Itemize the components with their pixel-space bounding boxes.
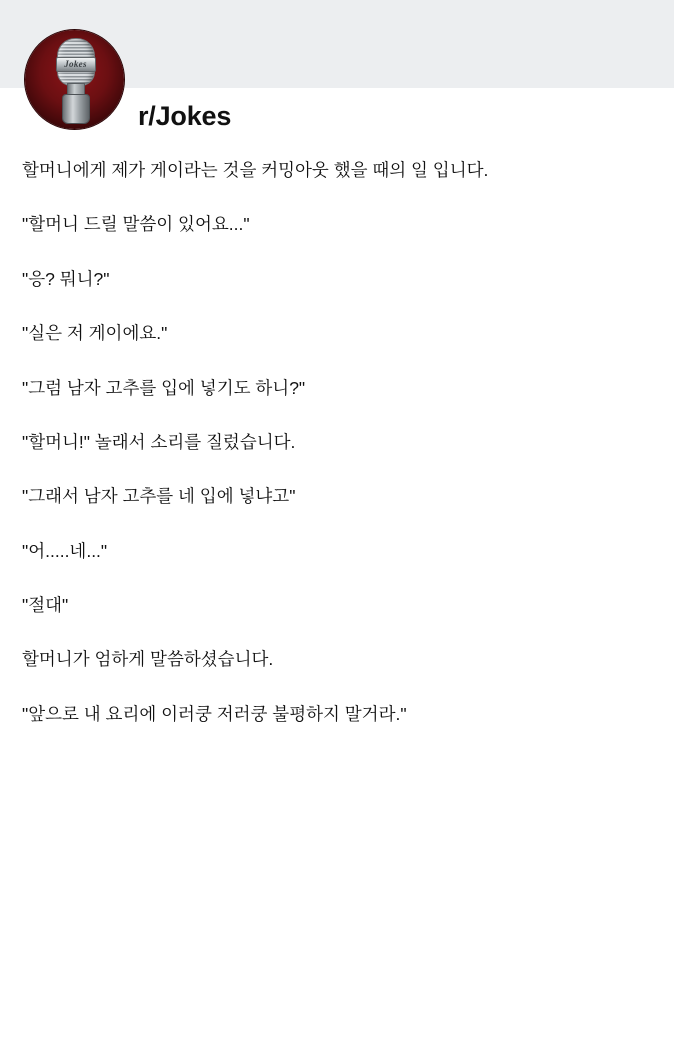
post-header xyxy=(0,0,674,150)
post-paragraph: "실은 저 게이에요." xyxy=(22,323,168,344)
microphone-body xyxy=(62,94,90,124)
subreddit-avatar[interactable] xyxy=(25,30,124,129)
post-paragraph: 할머니가 엄하게 말씀하셨습니다. xyxy=(22,649,274,670)
post-paragraph: 할머니에게 제가 게이라는 것을 커밍아웃 했을 때의 일 입니다. xyxy=(22,160,489,180)
post-paragraph: "할머니!" 놀래서 소리를 질렀습니다. xyxy=(22,431,296,452)
post-paragraph: "그럼 남자 고추를 입에 넣기도 하니?" xyxy=(22,377,306,398)
microphone-band xyxy=(56,57,96,72)
post-paragraph: "절대" xyxy=(22,595,69,615)
microphone-label: Jokes xyxy=(64,59,87,69)
microphone-icon xyxy=(55,38,95,122)
post-paragraph: "어.....네..." xyxy=(22,540,108,561)
subreddit-title[interactable]: r/Jokes xyxy=(138,101,232,131)
post-paragraph: "응? 뭐니?" xyxy=(22,268,110,289)
post-body xyxy=(22,158,658,727)
post-paragraph: "그래서 남자 고추를 네 입에 넣냐고" xyxy=(22,486,296,507)
post-paragraph: "할머니 드릴 말씀이 있어요..." xyxy=(22,214,250,235)
post-paragraph: "앞으로 내 요리에 이러쿵 저러쿵 불평하지 말거라." xyxy=(22,703,407,724)
